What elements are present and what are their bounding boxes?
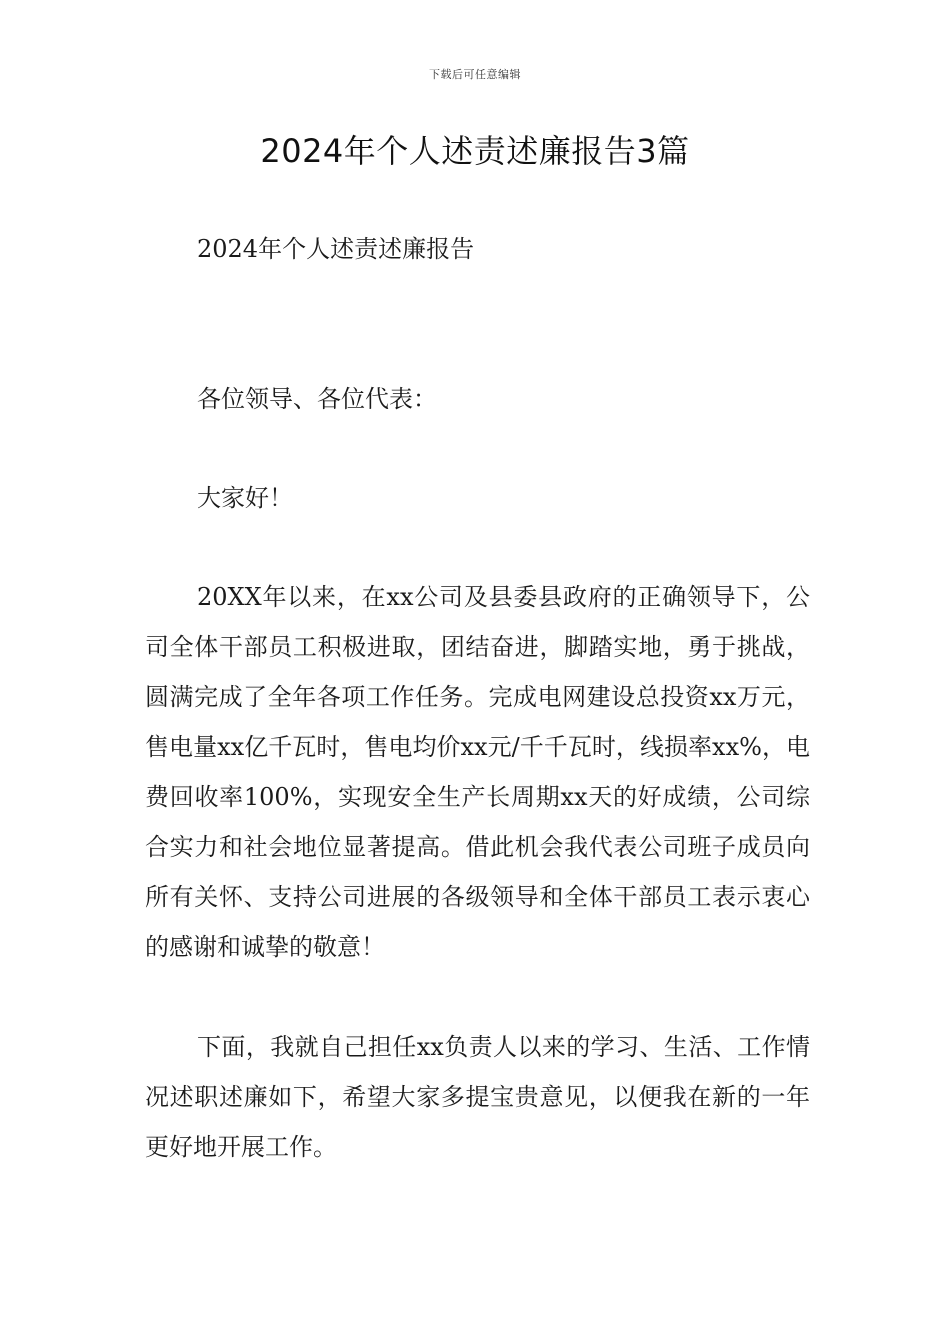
document-subtitle: 2024年个人述责述廉报告 — [197, 235, 475, 263]
salutation: 各位领导、各位代表： — [197, 385, 437, 413]
body-paragraph-2: 下面，我就自己担任xx负责人以来的学习、生活、工作情况述职述廉如下，希望大家多提宝贵意见，以便我在新的一年更好地开展工作。 — [145, 1033, 810, 1161]
document-title: 2024年个人述责述廉报告3篇 — [260, 132, 690, 170]
greeting: 大家好！ — [197, 484, 293, 512]
body-paragraph-1: 20XX年以来，在xx公司及县委县政府的正确领导下，公司全体干部员工积极进取，团结奋进，脚踏实地，勇于挑战，圆满完成了全年各项工作任务。完成电网建设总投资xx万元，售电量xx亿千瓦时，售电均价xx元/千千瓦时，线损率xx%，电费回收率100%，实现安全生产长周期xx天的好成绩，公司综合实力和社会地位显著提高。借此机会我代表公司班子成员向所有关怀、支持公司进展的各级领导和全体干部员工表示衷心的感谢和诚挚的敬意！ — [145, 583, 810, 961]
header-note: 下载后可任意编辑 — [429, 68, 521, 81]
